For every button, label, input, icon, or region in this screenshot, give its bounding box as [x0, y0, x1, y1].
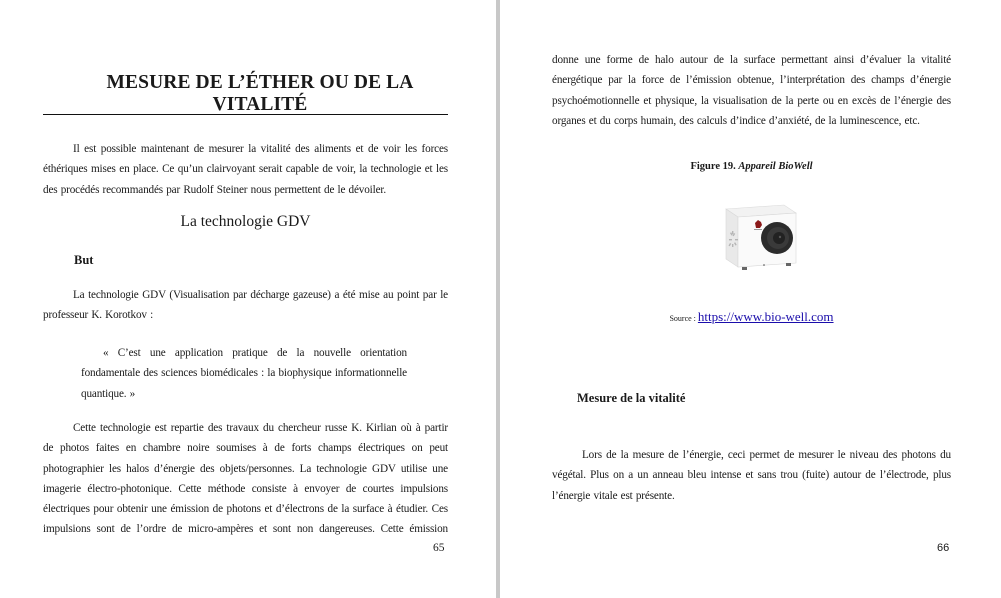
subheading-but: But [74, 253, 94, 267]
title-underline-rule [43, 114, 448, 115]
page-number: 65 [433, 542, 445, 554]
kirlian-paragraph: Cette technologie est repartie des travaux du chercheur russe K. Kirlian où à partir de photos faites en chambre noire soumises à de forts champs électriques on peut photographier les halos d’énergie des objets/personnes. La technologie GDV utilise une imagerie électro-photonique. Cette méthode consiste à envoyer de courtes impulsions électriques pour obtenir une émission de photons et d’électrons de la surface à étudier. Ces impulsions sont de l’ordre de micro-ampères et sont non dangereuses. Cette émission [43, 422, 448, 536]
figure-caption [552, 161, 951, 172]
figure-caption-text: Appareil BioWell [738, 161, 813, 172]
biowell-device-image [722, 201, 804, 275]
intro-paragraph: Il est possible maintenant de mesurer la vitalité des aliments et de voir les forces éthériques mises en place. Ce qu’un clairvoyant serait capable de voir, la technologie et les des procédés recommandés par Rudolf Steiner nous permettent de le dévoiler. [43, 143, 448, 196]
subheading-mesure-vitalite: Mesure de la vitalité [577, 391, 686, 405]
biowell-device-illustration [722, 201, 804, 275]
figure-source [552, 309, 951, 325]
vitality-paragraph: Lors de la mesure de l’énergie, ceci permet de mesurer le niveau des photons du végétal. Plus on a un anneau bleu intense et sans trou (fuite) autour de l’électrode, plus l’énergie vitale est présente. [552, 449, 951, 502]
chapter-title: MESURE DE L’ÉTHER OU DE LA VITALITÉ [106, 72, 414, 115]
section-title: La technologie GDV [180, 213, 311, 230]
source-label: Source : [669, 314, 696, 323]
continuation-paragraph: donne une forme de halo autour de la surface permettant ainsi d’évaluer la vitalité énergétique par la force de l’émission obtenue, l’interprétation des champs d’énergie psychoémotionnelle et physique, la visualisation de la perte ou en excès de l’énergie des organes et du corps humain, des calculs d’indice d’anxiété, de la luminescence, etc. [552, 54, 951, 127]
page-65 [0, 0, 496, 598]
korotkov-quote: « C’est une application pratique de la nouvelle orientation fondamentale des sciences biomédicales : la biophysique informationnelle quantique. » [81, 347, 407, 400]
page-number: 66 [937, 542, 950, 554]
gdv-paragraph: La technologie GDV (Visualisation par décharge gazeuse) a été mise au point par le professeur K. Korotkov : [43, 289, 448, 322]
source-link[interactable]: https://www.bio-well.com [697, 309, 834, 324]
figure-label: Figure 19. [690, 161, 736, 172]
